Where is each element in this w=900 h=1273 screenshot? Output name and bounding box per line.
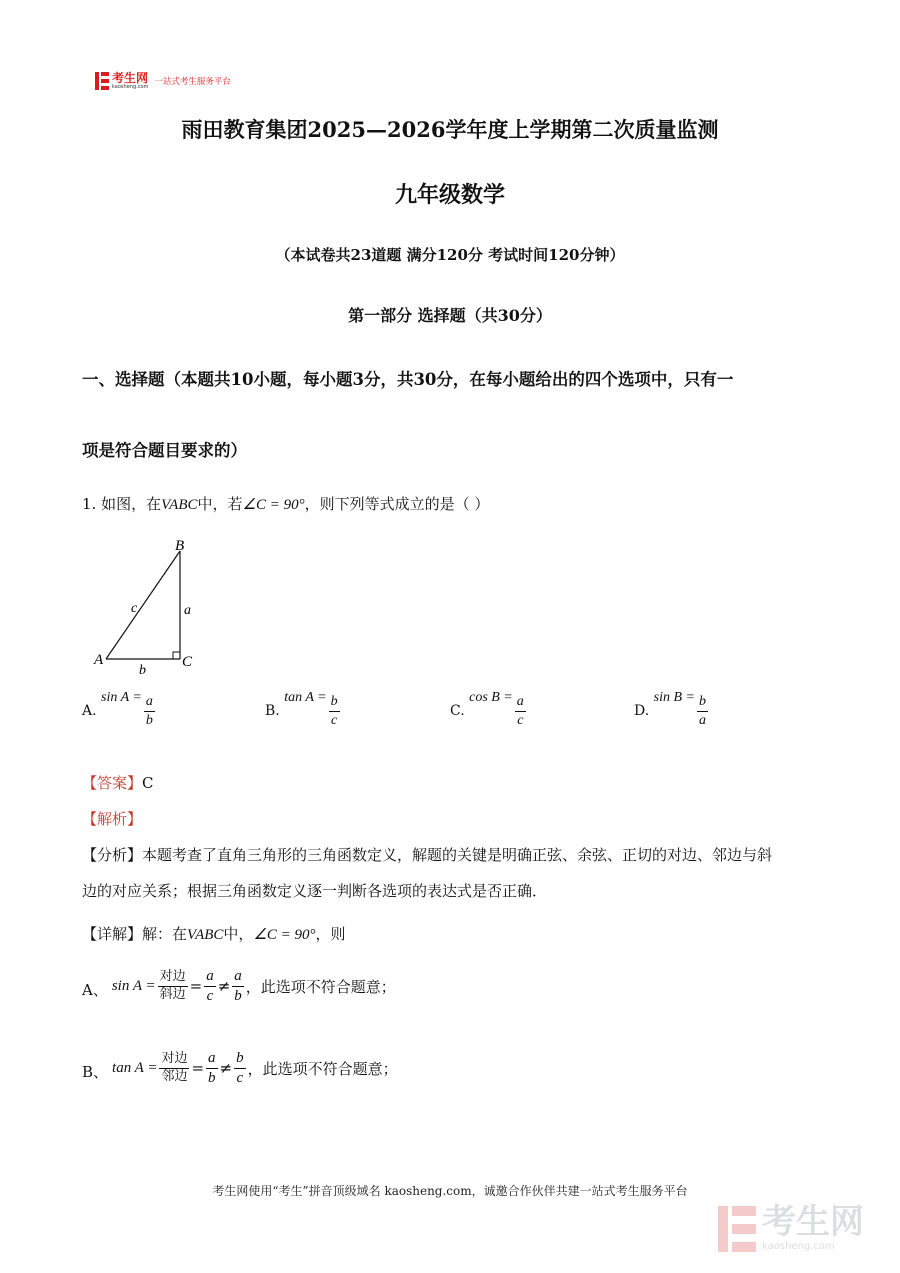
step-a-val-num: a	[206, 968, 214, 984]
analysis-sub-tag: 【分析】	[82, 846, 143, 864]
answer-value: C	[142, 774, 154, 792]
exam-title: 雨田教育集团2025—2026学年度上学期第二次质量监测	[181, 117, 719, 142]
vertex-b-label: B	[175, 538, 185, 554]
analysis-line1	[82, 844, 772, 865]
detail-post: ，则	[315, 925, 346, 943]
option-a[interactable]	[82, 690, 157, 728]
detail-angle: ∠C = 90°	[253, 927, 316, 943]
watermark-icon	[718, 1206, 756, 1252]
step-b-text: ，此选项不符合题意；	[247, 1059, 398, 1078]
side-a-label: a	[184, 603, 191, 618]
step-a-word-den: 斜边	[159, 986, 186, 1002]
step-a-word-num: 对边	[159, 969, 186, 985]
question-mid: 中，若	[197, 495, 243, 513]
exam-info: （本试卷共23道题 满分120分 考试时间120分钟）	[275, 246, 625, 264]
step-a-val-den: c	[206, 987, 214, 1004]
option-b-label: B.	[265, 703, 280, 719]
detail-pre: 解：在	[142, 925, 188, 943]
side-b-label: b	[139, 663, 146, 678]
step-b-word-num: 对边	[161, 1051, 188, 1067]
answer-line	[82, 772, 154, 793]
step-a-ne: ≠	[217, 977, 231, 995]
step-b-word-den: 邻边	[161, 1068, 188, 1084]
watermark-logo	[718, 1202, 864, 1252]
step-b: B、 tan A = $\frac{\text{对边}}{\text{邻边}}$ = $\frac{a}{b}$ ≠ $\frac{b}{c}$ ，此选项不符合题意；	[82, 1050, 398, 1086]
footer-text: 考生网使用“考生”拼音顶级域名 kaosheng.com，诚邀合作伙伴共建一站式考生服务平台	[212, 1184, 688, 1198]
option-a-num: a	[145, 694, 153, 710]
option-b-num: b	[330, 694, 338, 710]
step-a-cmp-den: b	[234, 987, 242, 1004]
right-angle-condition: ∠C = 90°	[242, 497, 305, 513]
watermark-name: 考生网	[762, 1202, 864, 1242]
detail-tag: 【详解】	[82, 925, 143, 943]
step-a-label: A、	[82, 981, 108, 999]
watermark-url: kaosheng.com	[762, 1241, 835, 1252]
option-a-den: b	[145, 712, 153, 728]
question-post: ，则下列等式成立的是（ ）	[304, 495, 490, 513]
step-a-fn: sin A =	[111, 977, 156, 994]
detail-line	[82, 923, 346, 944]
header-logo	[95, 72, 231, 90]
subject-title: 九年级数学	[394, 182, 505, 208]
step-b-val-den: b	[208, 1069, 216, 1086]
logo-url: kaosheng.com	[112, 84, 149, 90]
logo-slogan: 一站式考生服务平台	[154, 77, 231, 87]
question-1	[82, 493, 489, 514]
option-b-den: c	[330, 712, 338, 728]
step-a: A、 sin A = $\frac{\text{对边}}{\text{斜边}}$ = $\frac{a}{c}$ ≠ $\frac{a}{b}$ ，此选项不符合题意；	[82, 968, 396, 1004]
step-b-fn: tan A =	[112, 1059, 158, 1076]
detail-mid: 中，	[223, 925, 254, 943]
analysis-line2: 边的对应关系；根据三角函数定义逐一判断各选项的表达式是否正确．	[82, 882, 548, 900]
option-a-fn: sin A =	[101, 690, 142, 705]
triangle-figure	[90, 535, 210, 680]
step-b-val-num: a	[208, 1050, 216, 1066]
option-b[interactable]	[265, 690, 342, 728]
option-b-fn: tan A =	[284, 690, 327, 705]
option-c-fn: cos B =	[469, 690, 513, 705]
vertex-c-label: C	[182, 654, 193, 670]
vertex-a-label: A	[94, 652, 104, 668]
side-c-line	[106, 551, 180, 659]
side-c-label: c	[131, 601, 138, 616]
section-heading-line2: 项是符合题目要求的）	[82, 441, 247, 460]
option-d-den: a	[698, 712, 706, 728]
option-d-num: b	[698, 694, 706, 710]
step-b-cmp-num: b	[236, 1050, 244, 1066]
step-b-label: B、	[82, 1063, 109, 1081]
step-b-cmp-den: c	[236, 1069, 244, 1086]
detail-triangle: VABC	[187, 927, 224, 943]
section-heading-line1: 一、选择题（本题共10小题，每小题3分，共30分，在每小题给出的四个选项中，只有一	[82, 370, 734, 389]
option-a-label: A.	[82, 703, 97, 719]
kaosheng-logo-icon	[95, 72, 109, 90]
option-d-fn: sin B =	[653, 690, 695, 705]
option-c-den: c	[517, 712, 524, 728]
question-pre: 如图，在	[101, 495, 162, 513]
step-a-cmp-num: a	[234, 968, 242, 984]
option-c-label: C.	[450, 703, 465, 719]
analysis-text1: 本题考查了直角三角形的三角函数定义，解题的关键是明确正弦、余弦、正切的对边、邻边与斜	[142, 846, 773, 864]
option-c-num: a	[516, 694, 524, 710]
right-angle-mark	[173, 652, 180, 659]
analysis-tag: 【解析】	[82, 810, 143, 828]
part-heading: 第一部分 选择题（共30分）	[348, 306, 552, 325]
question-number: 1.	[82, 495, 97, 513]
option-d[interactable]	[634, 690, 710, 728]
option-c[interactable]	[450, 690, 528, 728]
triangle-symbol: VABC	[161, 497, 198, 513]
option-d-label: D.	[634, 703, 650, 719]
step-b-ne: ≠	[219, 1059, 233, 1077]
step-a-text: ，此选项不符合题意；	[245, 977, 396, 996]
logo-name: 考生网	[112, 71, 149, 85]
answer-tag: 【答案】	[82, 774, 143, 792]
